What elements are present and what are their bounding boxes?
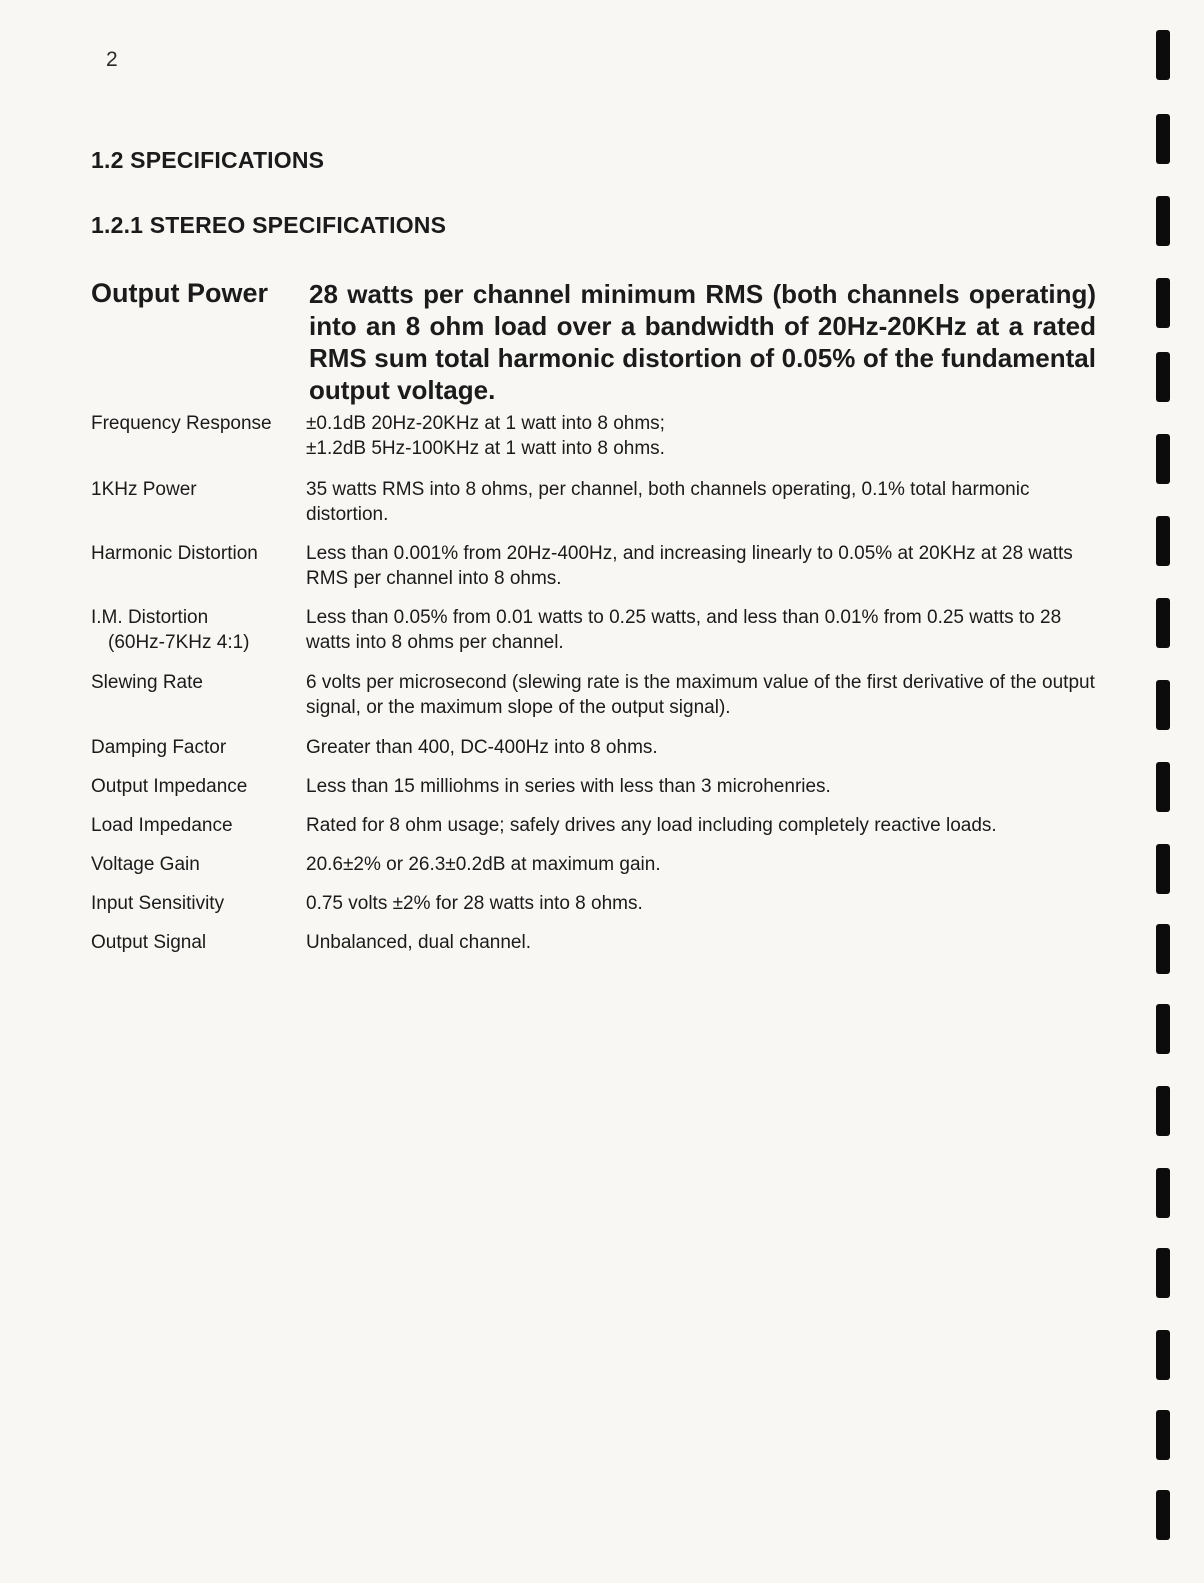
- spec-value: 0.75 volts ±2% for 28 watts into 8 ohms.: [306, 893, 643, 914]
- spec-label: 1KHz Power: [91, 479, 197, 500]
- binding-tab-mark: [1156, 1086, 1170, 1136]
- spec-value: Unbalanced, dual channel.: [306, 932, 532, 953]
- binding-tab-mark: [1156, 1168, 1170, 1218]
- spec-value: ±0.1dB 20Hz-20KHz at 1 watt into 8 ohms; ±1.2dB 5Hz-100KHz at 1 watt into 8 ohms.: [306, 413, 665, 459]
- spec-value: 35 watts RMS into 8 ohms, per channel, both channels operating, 0.1% total harmonic distortion.: [306, 479, 1030, 525]
- binding-tab-mark: [1156, 114, 1170, 164]
- spec-label: Load Impedance: [91, 815, 233, 836]
- spec-label: Harmonic Distortion: [91, 543, 258, 564]
- spec-label: Frequency Response: [91, 413, 272, 434]
- binding-tab-mark: [1156, 352, 1170, 402]
- page-number: 2: [106, 48, 118, 71]
- binding-tab-mark: [1156, 1490, 1170, 1540]
- binding-tab-mark: [1156, 598, 1170, 648]
- binding-tab-mark: [1156, 1410, 1170, 1460]
- spec-label: Damping Factor: [91, 737, 227, 758]
- binding-tab-mark: [1156, 278, 1170, 328]
- subsection-title: 1.2.1 STEREO SPECIFICATIONS: [91, 212, 447, 238]
- binding-tab-mark: [1156, 516, 1170, 566]
- spec-value: 6 volts per microsecond (slewing rate is the maximum value of the first derivative of the output signal, or the maximum slope of the output signal).: [306, 672, 1095, 718]
- spec-value: Less than 15 milliohms in series with less than 3 microhenries.: [306, 776, 831, 797]
- spec-label: Slewing Rate: [91, 672, 203, 693]
- spec-label: [91, 605, 296, 655]
- binding-tab-mark: [1156, 30, 1170, 80]
- binding-tab-mark: [1156, 1004, 1170, 1054]
- binding-tab-mark: [1156, 924, 1170, 974]
- binding-tab-mark: [1156, 680, 1170, 730]
- output-power-value: 28 watts per channel minimum RMS (both channels operating) into an 8 ohm load over a bandwidth of 20Hz-20KHz at a rated RMS sum total harmonic distortion of 0.05% of the fundamental output voltage.: [309, 279, 1096, 405]
- binding-tab-mark: [1156, 196, 1170, 246]
- spec-label: Output Impedance: [91, 776, 248, 797]
- spec-value: Less than 0.001% from 20Hz-400Hz, and increasing linearly to 0.05% at 20KHz at 28 watts RMS per channel into 8 ohms.: [306, 543, 1073, 589]
- output-power-label: Output Power: [91, 278, 268, 308]
- binding-tab-mark: [1156, 1330, 1170, 1380]
- spec-value: Less than 0.05% from 0.01 watts to 0.25 watts, and less than 0.01% from 0.25 watts to 28 watts into 8 ohms per channel.: [306, 607, 1062, 653]
- spec-label: Output Signal: [91, 932, 207, 953]
- binding-tab-mark: [1156, 434, 1170, 484]
- spec-value: 20.6±2% or 26.3±0.2dB at maximum gain.: [306, 854, 661, 875]
- spec-label: Voltage Gain: [91, 854, 200, 875]
- spec-value: Rated for 8 ohm usage; safely drives any load including completely reactive loads.: [306, 815, 997, 836]
- binding-tab-strip: [1152, 0, 1182, 1583]
- binding-tab-mark: [1156, 1248, 1170, 1298]
- spec-label-sub: (60Hz-7KHz 4:1): [108, 632, 250, 653]
- spec-label-main: I.M. Distortion: [91, 607, 209, 628]
- spec-label: Input Sensitivity: [91, 893, 225, 914]
- spec-value: Greater than 400, DC-400Hz into 8 ohms.: [306, 737, 658, 758]
- binding-tab-mark: [1156, 762, 1170, 812]
- section-title: 1.2 SPECIFICATIONS: [91, 147, 325, 173]
- binding-tab-mark: [1156, 844, 1170, 894]
